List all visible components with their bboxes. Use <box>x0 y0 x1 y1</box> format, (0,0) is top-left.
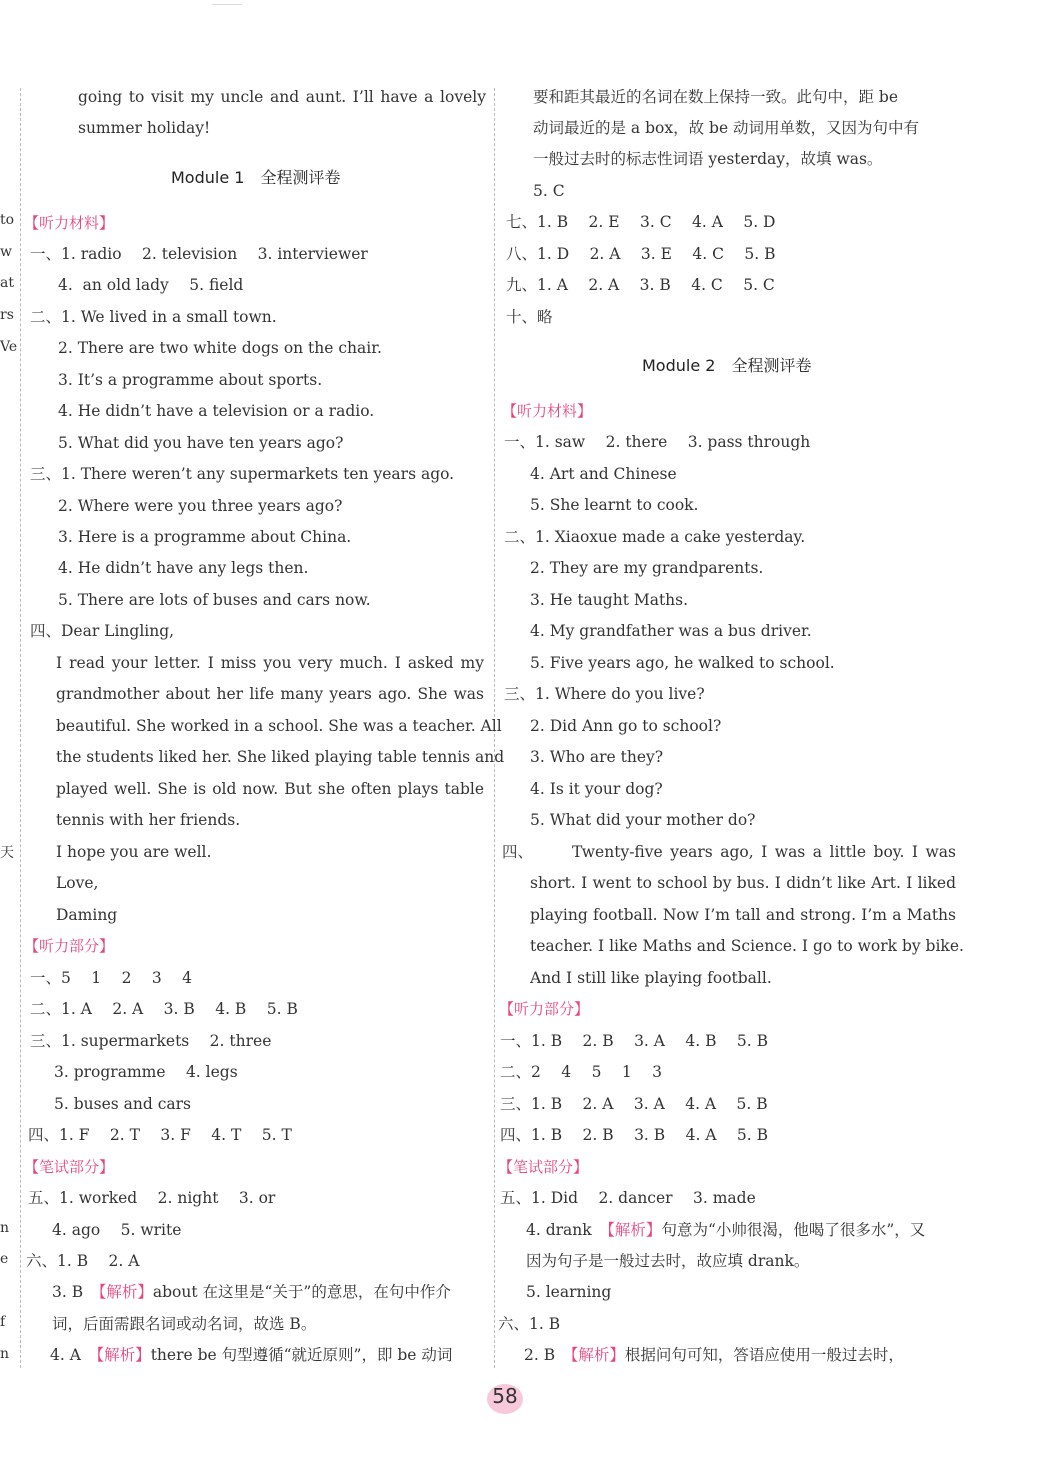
text-line: summer holiday! <box>78 119 211 137</box>
edge-fragment: to <box>0 212 15 228</box>
letter-line: I hope you are well. <box>56 843 212 861</box>
answer-line: 4. Is it your dog? <box>530 780 663 798</box>
answer-line: 五、1. worked 2. night 3. or <box>28 1189 276 1207</box>
explanation-line <box>52 1281 451 1303</box>
explanation-line: 词，后面需跟名词或动名词，故选 B。 <box>52 1315 317 1333</box>
answer-line: 三、1. supermarkets 2. three <box>30 1032 272 1050</box>
answer-line: 5. Five years ago, he walked to school. <box>530 654 835 672</box>
answer-line: 5. C <box>533 182 565 200</box>
answer-line: 二、1. Xiaoxue made a cake yesterday. <box>504 528 806 546</box>
explanation-line: 一般过去时的标志性词语 yesterday，故填 was。 <box>533 150 883 168</box>
answer-line: 一、1. radio 2. television 3. interviewer <box>30 245 368 263</box>
module2-heading: Module 2 全程测评卷 <box>642 356 812 375</box>
tag-listening-material: 【听力材料】 <box>24 214 115 232</box>
letter-line: the students liked her. She liked playing table tennis and <box>56 748 505 766</box>
text-line: going to visit my uncle and aunt. I’ll have a lovely <box>78 88 486 106</box>
explanation-tag: 【解析】 <box>96 1346 151 1364</box>
answer-line: 5. She learnt to cook. <box>530 496 699 514</box>
letter-salutation: 四、Dear Lingling, <box>30 622 175 640</box>
answer-line: 5. What did you have ten years ago? <box>58 434 344 452</box>
answer-line: 4. Art and Chinese <box>530 465 677 483</box>
answer-label: 4. A <box>50 1346 97 1364</box>
answer-line: 4. ago 5. write <box>52 1221 182 1239</box>
letter-line: tennis with her friends. <box>56 811 241 829</box>
passage-line: And I still like playing football. <box>530 969 772 987</box>
passage-label: 四、 <box>502 843 534 861</box>
answer-line: 5. What did your mother do? <box>530 811 756 829</box>
answer-line: 5. learning <box>526 1283 612 1301</box>
answer-line: 5. buses and cars <box>54 1095 191 1113</box>
tag-listening-part: 【听力部分】 <box>499 1000 590 1018</box>
explanation-line: 因为句子是一般过去时，故应填 drank。 <box>526 1252 810 1270</box>
answer-line: 3. It’s a programme about sports. <box>58 371 323 389</box>
explanation-tag: 【解析】 <box>98 1283 153 1301</box>
column-divider <box>20 88 21 1368</box>
answer-label: 2. B <box>524 1346 571 1364</box>
page-number-text: 58 <box>492 1384 518 1408</box>
answer-label: 3. B <box>52 1283 99 1301</box>
module1-heading: Module 1 全程测评卷 <box>171 168 341 187</box>
explanation-text: 句意为“小帅很渴，他喝了很多水”，又 <box>661 1221 926 1239</box>
answer-line: 5. There are lots of buses and cars now. <box>58 591 371 609</box>
edge-fragment: n <box>0 1220 10 1236</box>
answer-line: 4. He didn’t have any legs then. <box>58 559 309 577</box>
letter-line: played well. She is old now. But she often plays table <box>56 780 484 798</box>
answer-line: 4. an old lady 5. field <box>58 276 244 294</box>
edge-fragment: f <box>0 1314 6 1330</box>
answer-line: 3. programme 4. legs <box>54 1063 238 1081</box>
answer-line: 二、1. A 2. A 3. B 4. B 5. B <box>30 1000 298 1018</box>
answer-line: 一、1. B 2. B 3. A 4. B 5. B <box>500 1032 769 1050</box>
passage-line: Twenty-five years ago, I was a little boy. I was <box>572 843 956 861</box>
tag-written-part: 【笔试部分】 <box>24 1158 115 1176</box>
explanation-tag: 【解析】 <box>570 1346 625 1364</box>
answer-line: 三、1. Where do you live? <box>504 685 705 703</box>
answer-line: 四、1. F 2. T 3. F 4. T 5. T <box>28 1126 292 1144</box>
page-number <box>490 1384 520 1412</box>
answer-line: 八、1. D 2. A 3. E 4. C 5. B <box>506 245 776 263</box>
answer-line: 七、1. B 2. E 3. C 4. A 5. D <box>506 213 776 231</box>
answer-line: 五、1. Did 2. dancer 3. made <box>500 1189 756 1207</box>
passage-line: playing football. Now I’m tall and strong. I’m a Maths <box>530 906 956 924</box>
passage-line: short. I went to school by bus. I didn’t like Art. I liked <box>530 874 956 892</box>
answer-line: 二、1. We lived in a small town. <box>30 308 277 326</box>
answer-line: 十、略 <box>506 308 553 326</box>
answer-line: 4. My grandfather was a bus driver. <box>530 622 812 640</box>
explanation-tag: 【解析】 <box>607 1221 662 1239</box>
explanation-text: there be 句型遵循“就近原则”，即 be 动词 <box>150 1346 453 1364</box>
answer-line: 二、2 4 5 1 3 <box>500 1063 663 1081</box>
tag-listening-part: 【听力部分】 <box>24 937 115 955</box>
letter-line: grandmother about her life many years ago. She was <box>56 685 484 703</box>
answer-line: 3. He taught Maths. <box>530 591 689 609</box>
passage-line: teacher. I like Maths and Science. I go to work by bike. <box>530 937 964 955</box>
tag-listening-material: 【听力材料】 <box>502 402 593 420</box>
answer-line: 三、1. There weren’t any supermarkets ten years ago. <box>30 465 455 483</box>
answer-line: 2. There are two white dogs on the chair. <box>58 339 382 357</box>
edge-fragment: at <box>0 275 14 291</box>
answer-line: 一、1. saw 2. there 3. pass through <box>504 433 811 451</box>
explanation-line <box>524 1344 904 1366</box>
answer-line: 三、1. B 2. A 3. A 4. A 5. B <box>500 1095 768 1113</box>
top-mark <box>212 4 242 5</box>
answer-line: 九、1. A 2. A 3. B 4. C 5. C <box>506 276 775 294</box>
explanation-text: 根据问句可知，答语应使用一般过去时， <box>624 1346 904 1364</box>
answer-label: 4. drank <box>526 1221 608 1239</box>
answer-line: 4. He didn’t have a television or a radio. <box>58 402 375 420</box>
explanation-line: 要和距其最近的名词在数上保持一致。此句中，距 be <box>533 88 899 106</box>
edge-fragment: n <box>0 1346 10 1362</box>
answer-line: 3. Who are they? <box>530 748 664 766</box>
letter-signature: Daming <box>56 906 118 924</box>
tag-written-part: 【笔试部分】 <box>498 1158 589 1176</box>
explanation-line <box>526 1219 925 1241</box>
edge-fragment: Ve <box>0 339 18 355</box>
edge-fragment: 天 <box>0 845 14 861</box>
explanation-line: 动词最近的是 a box，故 be 动词用单数，又因为句中有 <box>533 119 920 137</box>
answer-line: 六、1. B <box>498 1315 561 1333</box>
edge-fragment: w <box>0 244 12 260</box>
letter-line: I read your letter. I miss you very much. I asked my <box>56 654 484 672</box>
answer-line: 六、1. B 2. A <box>26 1252 140 1270</box>
answer-line: 四、1. B 2. B 3. B 4. A 5. B <box>500 1126 769 1144</box>
answer-line: 2. Where were you three years ago? <box>58 497 343 515</box>
answer-line: 2. Did Ann go to school? <box>530 717 722 735</box>
answer-line: 3. Here is a programme about China. <box>58 528 352 546</box>
answer-line: 一、5 1 2 3 4 <box>30 969 193 987</box>
letter-line: beautiful. She worked in a school. She was a teacher. All <box>56 717 502 735</box>
edge-fragment: rs <box>0 307 14 323</box>
explanation-line <box>50 1344 452 1366</box>
letter-closing: Love, <box>56 874 99 892</box>
explanation-text: about 在这里是“关于”的意思，在句中作介 <box>152 1283 451 1301</box>
answer-line: 2. They are my grandparents. <box>530 559 764 577</box>
edge-fragment: e <box>0 1251 9 1267</box>
